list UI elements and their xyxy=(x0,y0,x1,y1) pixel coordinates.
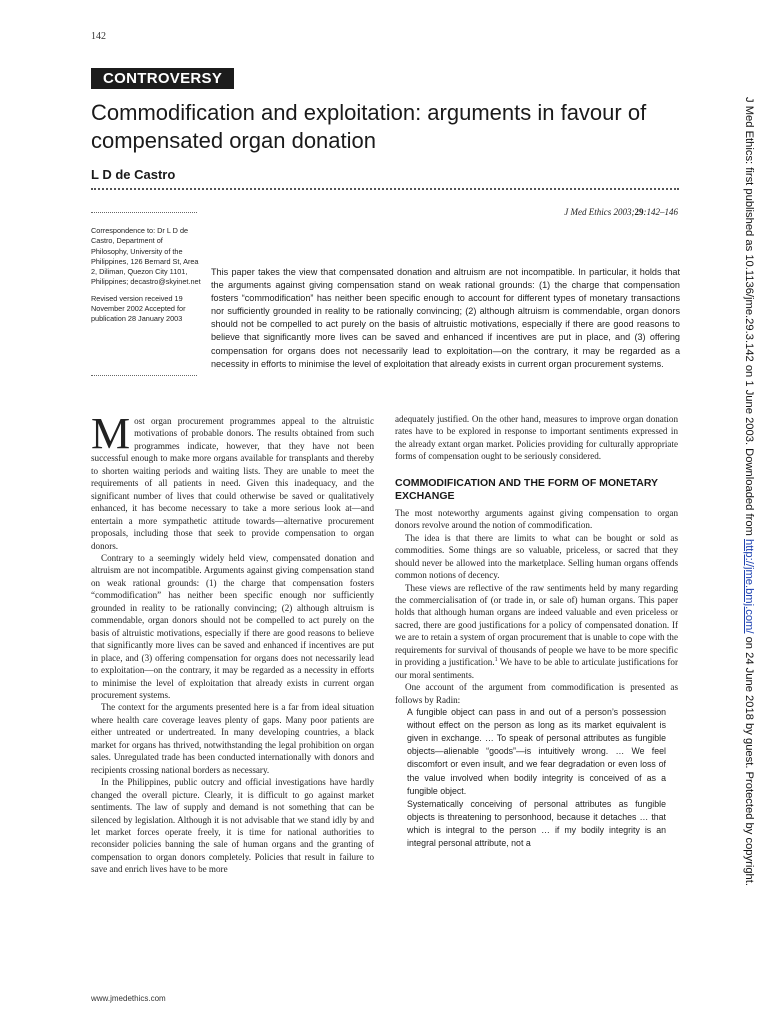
sidebar xyxy=(91,226,201,331)
title-divider xyxy=(91,188,679,190)
citation-journal: J Med Ethics xyxy=(564,207,612,217)
footnote-ref: 1 xyxy=(494,657,498,664)
notice-text: J Med Ethics: first published as 10.1136/jme.29.3.142 on 1 June 2003. Downloaded from xyxy=(743,97,755,539)
abstract: This paper takes the view that compensated donation and altruism are not incompatible. In particular, it holds that the arguments against giving compensation stand on weak rational grounds: (1) the charge that compensation fosters “commodification” has neither been specific enough to account for different types of monetary transactions nor sufficiently grounded in reality to be rationally convincing; (2) although altruism is commendable, organ donors should not be compelled to act purely on the basis of altruistic motivations, especially if there are good reasons to believe that significantly more lives can be saved and enhanced if incentives are put in place, and (3) offering compensation for organs does not necessarily lead to exploitation—on the contrary, it may be regarded as a necessity in efforts to minimise the level of exploitation that already exists in current organ procurement systems. xyxy=(211,267,680,369)
block-quote: Systematically conceiving of personal attributes as fungible objects is threatening to personhood, because it detaches … that which is integral to the person … if my bodily integrity is an integral personal attribute, not a xyxy=(407,798,666,848)
citation-volume: 29 xyxy=(634,207,644,217)
paragraph-text: ost organ procurement programmes appeal to the altruistic motivations of probable donors. The results obtained from such programmes indicate, however, that they have not been successful enough to make more organs available for transplants and thereby to shorten waiting periods and waiting lists. They are unable to meet the requirements of all patients in need. Given this inadequacy, and the significant number of lives that could otherwise be saved or qualitatively enhanced, it has become necessary to take a more serious look at—and entertain a more sympathetic attitude towards—alternative procurement proposals, including those that seek to provide compensation to organ donors. xyxy=(91,416,374,551)
journal-link[interactable]: http://jme.bmj.com/ xyxy=(743,538,755,634)
page-number: 142 xyxy=(91,31,106,42)
side-copyright-notice xyxy=(743,97,755,886)
sidebar-divider-bottom xyxy=(91,375,197,376)
paragraph xyxy=(395,582,678,682)
paragraph: The most noteworthy arguments against giving compensation to organ donors revolve around the notion of commodification. xyxy=(395,507,678,531)
citation xyxy=(564,207,678,217)
paragraph xyxy=(91,409,374,552)
body-column-left xyxy=(91,409,374,876)
paragraph: In the Philippines, public outcry and official investigations have hardly changed the overall picture. Clearly, it is difficult to go against market sentiments. The law of supply and demand is not something that can be silenced by legislation. Although it is not advisable that we stand idly by and let market forces operate freely, it is time for national authorities to reconsider policies banning the sale of human organs and the granting of compensation to organ donors completely. Policies that result in failure to save and enrich lives have to be more xyxy=(91,777,374,875)
article-title: Commodification and exploitation: arguments in favour of compensated organ donation xyxy=(91,100,647,153)
drop-cap: M xyxy=(91,409,131,458)
section-badge: CONTROVERSY xyxy=(91,68,234,89)
paragraph: The idea is that there are limits to what can be bought or sold as commodities. Some things are so valuable, priceless, or sacred that they should never be allowed into the marketplace. Selling human organs offends common notions of decency. xyxy=(395,532,678,581)
block-quote: A fungible object can pass in and out of a person’s possession without effect on the person as long as its market equivalent is given in exchange. … To speak of personal attributes as fungible objects—alienable “goods”—is intuitively wrong. … We feel discomfort or even insult, and we fear degradation or even loss of the value involved when bodily integrity is conceived of as a fungible object. xyxy=(407,707,666,796)
paragraph: The context for the arguments presented here is a far from ideal situation where health care coverage leaves plenty of gaps. Many poor patients are either untreated or undertreated. In many developing countries, a black market for organs has thrived, notwithstanding the legal prohibition on organ sales. Unregulated trade has been conducted internationally with donors and recipients crossing national borders as necessary. xyxy=(91,702,374,775)
paragraph-text: These views are reflective of the raw sentiments held by many regarding the commercialisation of (or trade in, or sale of) human organs. This paper holds that although human organs are indeed valuable and even priceless or sacred, there are good justifications for a policy of compensated donation. If we are to retain a system of organ procurement that is unable to cope with the requirements for survival of thousands of people we have to be more specific in providing a justification. xyxy=(395,582,678,668)
body-column-right xyxy=(395,413,678,850)
author-name: L D de Castro xyxy=(91,167,176,182)
paragraph-text: We have to be able to articulate justifications for our moral sentiments. xyxy=(395,657,678,680)
correspondence: Correspondence to: Dr L D de Castro, Department of Philosophy, University of the Philippines, 126 Bernard St, Area 2, Diliman, Quezon City 1101, Philippines; decastro@skyinet.net xyxy=(91,226,201,287)
citation-year: 2003; xyxy=(611,207,635,217)
paragraph: adequately justified. On the other hand, measures to improve organ donation rates have to be explored in response to important sentiments expressed in the already extant organ market. Policies providing for culturally appropriate forms of compensation ought to be seriously considered. xyxy=(395,414,678,462)
notice-text: on 24 June 2018 by guest. Protected by copyright. xyxy=(743,633,755,886)
sidebar-divider-top xyxy=(91,212,197,213)
dates: Revised version received 19 November 2002 Accepted for publication 28 January 2003 xyxy=(91,293,186,324)
section-heading: COMMODIFICATION AND THE FORM OF MONETARY EXCHANGE xyxy=(395,476,658,502)
citation-pages: :142–146 xyxy=(643,207,678,217)
paragraph: One account of the argument from commodification is presented as follows by Radin: xyxy=(395,682,678,705)
paragraph: Contrary to a seemingly widely held view, compensated donation and altruism are not incompatible. Arguments against giving compensation stand on weak rational grounds: (1) the charge that compensation fosters “commodification” has neither been specific enough nor sufficiently grounded in reality to be rationally convincing; (2) although altruism is commendable, organ donors should not be compelled to act purely on the basis of altruistic motivations, especially if there are good reasons to believe that significantly more lives can be saved and enhanced if incentives are put in place, and (3) offering compensation for organs does not necessarily lead to exploitation—on the contrary, it may be regarded as a necessity in efforts to minimise the level of exploitation that already exists in current organ procurement systems. xyxy=(91,552,374,700)
footer-url: www.jmedethics.com xyxy=(91,994,166,1003)
